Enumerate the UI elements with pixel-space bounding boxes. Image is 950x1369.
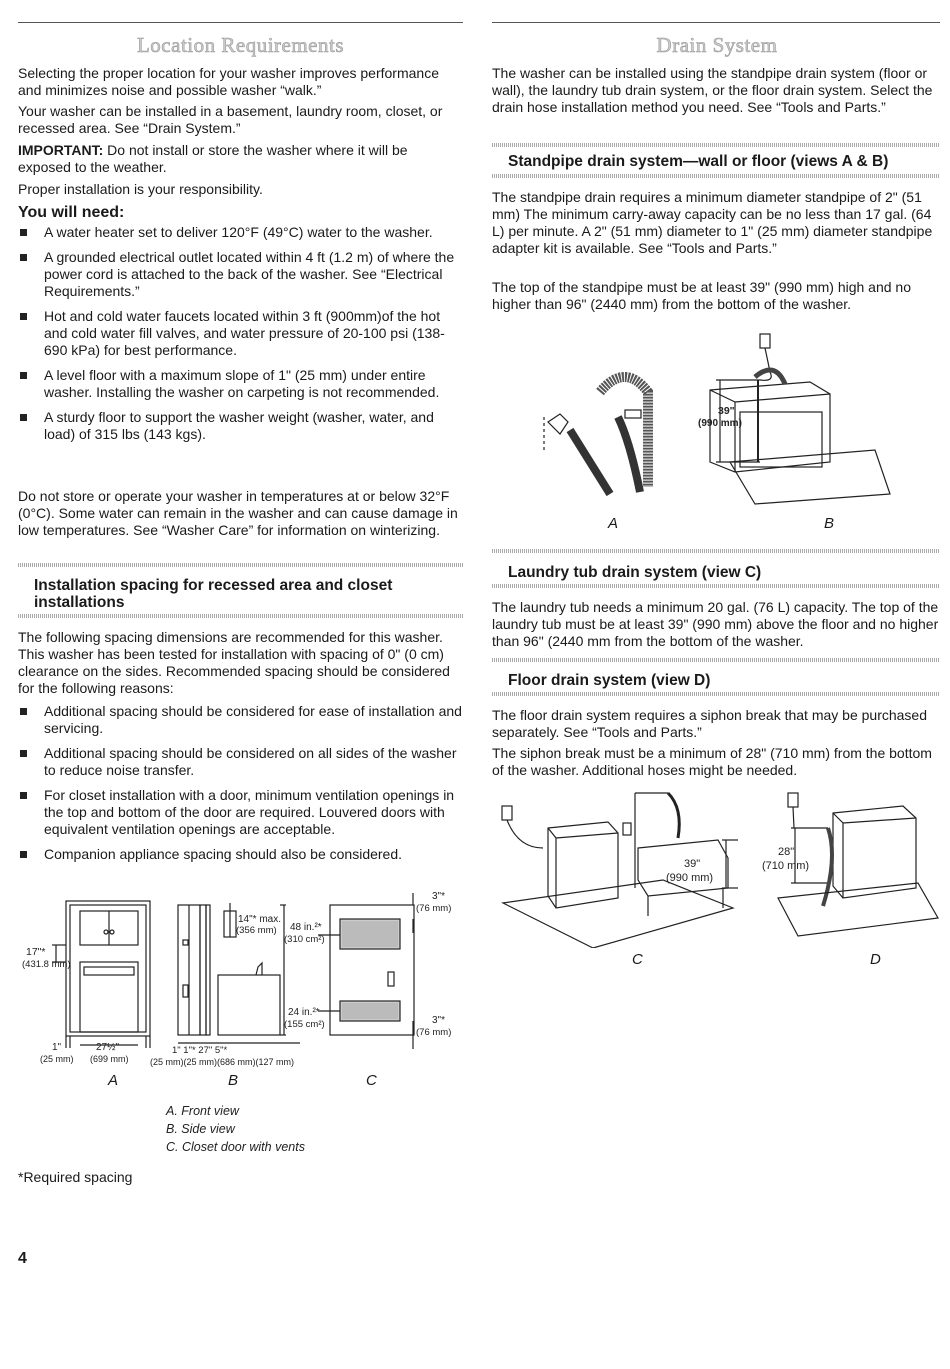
dim-b-24cm: (155 cm²)	[284, 1019, 325, 1030]
important-text: Do not install or store the washer where it will be exposed to the weather.	[18, 142, 408, 175]
list-item: Companion appliance spacing should also be considered.	[18, 846, 463, 863]
dim-c-3top: 3"*	[432, 891, 446, 902]
fig-label-b: B	[228, 1072, 239, 1089]
location-intro-1: Selecting the proper location for your washer improves performance and minimizes noise and possible washer “walk.”	[18, 65, 439, 98]
footnote-required-spacing: *Required spacing	[18, 1169, 133, 1185]
standpipe-diagram	[530, 322, 900, 512]
left-column	[18, 0, 463, 1369]
right-column	[492, 0, 942, 1369]
standpipe-heading: Standpipe drain system—wall or floor (views A & B)	[508, 153, 889, 170]
important-label: IMPORTANT:	[18, 142, 104, 158]
dim-a-1: 1"	[52, 1042, 62, 1053]
list-item: Hot and cold water faucets located within 3 ft (900mm)of the hot and cold water fill valves, and water pressure of 20-100 psi (138-690 kPa) for best performance.	[18, 308, 463, 359]
outlet	[760, 334, 770, 348]
divider	[492, 658, 940, 662]
responsibility-note: Proper installation is your responsibility.	[18, 181, 263, 197]
caption-side-view: B. Side view	[166, 1122, 235, 1136]
fig-label-floor-d: D	[870, 951, 881, 968]
dim-b-48cm: (310 cm²)	[284, 934, 325, 945]
dim-a-1mm: (25 mm)	[40, 1054, 74, 1064]
dim-c-3topmm: (76 mm)	[416, 903, 452, 914]
cabinet-outline	[66, 901, 150, 1036]
outlet-c	[502, 806, 512, 820]
location-requirements-title: Location Requirements	[136, 33, 345, 57]
spacing-intro: The following spacing dimensions are recommended for this washer. This washer has been tested for installation with spacing of 0" (0 cm) clearance on the sides. Recommended spacing should be considered for the following reasons:	[18, 629, 450, 696]
important-note	[18, 142, 463, 176]
fig-label-tub-c: C	[632, 951, 643, 968]
dim-b-14: 14"* max.	[238, 914, 282, 925]
list-item: For closet installation with a door, minimum ventilation openings in the top and bottom of the door are required. Louvered doors with equivalent ventilation openings are acceptable.	[18, 787, 463, 838]
dim-c-990mm: (990 mm)	[666, 872, 714, 884]
spacing-diagram	[18, 885, 463, 1075]
figure-captions	[166, 1102, 305, 1156]
dim-39: 39"	[718, 405, 735, 417]
floor-drain-para-1: The floor drain system requires a siphon break that may be purchased separately. See “Tools and Parts.”	[492, 707, 928, 740]
divider	[492, 549, 940, 553]
divider	[18, 563, 463, 567]
dim-a-27mm: (699 mm)	[90, 1054, 129, 1064]
outlet-d	[788, 793, 798, 807]
page-number: 4	[18, 1250, 27, 1267]
list-item: A sturdy floor to support the washer weight (washer, water, and load) of 315 lbs (143 kgs).	[18, 409, 463, 443]
list-item: Additional spacing should be considered on all sides of the washer to reduce noise transfer.	[18, 745, 463, 779]
fig-label-standpipe-a: A	[608, 515, 619, 532]
divider	[492, 174, 940, 178]
dim-c-3botmm: (76 mm)	[416, 1027, 452, 1038]
laundry-tub-heading: Laundry tub drain system (view C)	[508, 564, 762, 581]
drain-system-title: Drain System	[656, 33, 778, 57]
dim-a-27: 27½"	[96, 1042, 120, 1053]
dim-a-17: 17"*	[26, 946, 46, 958]
dim-b-48: 48 in.²*	[290, 922, 322, 933]
divider	[492, 584, 940, 588]
divider	[492, 143, 940, 147]
drain-hose-d	[823, 828, 832, 906]
washer-side	[218, 975, 280, 1035]
list-item: A grounded electrical outlet located within 4 ft (1.2 m) of where the power cord is attached to the back of the washer. See “Electrical Requirements.”	[18, 249, 463, 300]
divider	[18, 614, 463, 618]
floor-b	[730, 450, 890, 504]
floor-drain-para-2: The siphon break must be a minimum of 28" (710 mm) from the bottom of the washer. Additional hoses might be needed.	[492, 745, 932, 778]
drain-intro: The washer can be installed using the standpipe drain system (floor or wall), the laundry tub drain system, or the floor drain system. Select the drain hose installation method you need. See “Tools and Parts.”	[492, 65, 933, 115]
fig-label-a: A	[108, 1072, 119, 1089]
dim-b-bottom: 1" 1"* 27" 5"*	[172, 1045, 228, 1056]
location-intro-2: Your washer can be installed in a basement, laundry room, closet, or recessed area. See “Drain System.”	[18, 103, 443, 136]
spacing-heading: Installation spacing for recessed area and closet installations	[34, 577, 393, 611]
dim-c-39: 39"	[684, 858, 701, 870]
dim-b-14mm: (356 mm)	[236, 925, 277, 936]
tub-floor-drain-diagram	[498, 788, 940, 948]
dim-c-3bot: 3"*	[432, 1015, 446, 1026]
divider	[492, 692, 940, 696]
washer-front	[80, 962, 138, 1032]
list-item: Additional spacing should be considered for ease of installation and servicing.	[18, 703, 463, 737]
fig-label-standpipe-b: B	[824, 515, 835, 532]
drain-hose-b	[755, 370, 785, 384]
you-will-need-heading: You will need:	[18, 204, 125, 221]
standpipe-para-2: The top of the standpipe must be at least 39" (990 mm) high and no higher than 96" (2440 mm) from the bottom of the washer.	[492, 279, 912, 312]
storage-note: Do not store or operate your washer in temperatures at or below 32°F (0°C). Some water can remain in the washer and can cause damage in low temperatures. See “Washer Care” for information on winterizing.	[18, 488, 458, 538]
fig-label-c: C	[366, 1072, 377, 1089]
dim-b-24: 24 in.²*	[288, 1007, 320, 1018]
dim-d-28: 28"	[778, 846, 795, 858]
laundry-tub-para: The laundry tub needs a minimum 20 gal. (76 L) capacity. The top of the laundry tub must be at least 39" (990 mm) above the floor and no higher than 96" (2440 mm from the bottom of the washer.	[492, 599, 939, 649]
faucet-left	[548, 414, 568, 434]
dim-a-17mm: (431.8 mm)	[22, 959, 71, 970]
dim-990mm: (990 mm)	[698, 418, 742, 429]
floor-d	[778, 883, 938, 936]
dim-d-710mm: (710 mm)	[762, 860, 810, 872]
list-item: A level floor with a maximum slope of 1" (25 mm) under entire washer. Installing the washer on carpeting is not recommended.	[18, 367, 463, 401]
caption-closet-door: C. Closet door with vents	[166, 1140, 305, 1154]
caption-front-view: A. Front view	[166, 1104, 239, 1118]
standpipe-para-1: The standpipe drain requires a minimum diameter standpipe of 2" (51 mm) The minimum carry-away capacity can be no less than 17 gal. (64 L) per minute. A 2" (51 mm) diameter to 1" (25 mm) diameter standpipe adapter kit is available. See “Tools and Parts.”	[492, 189, 933, 256]
list-item: A water heater set to deliver 120°F (49°C) water to the washer.	[18, 224, 463, 241]
floor-drain-heading: Floor drain system (view D)	[508, 672, 711, 689]
spacing-reasons-list	[18, 703, 463, 871]
dim-b-bottom-mm: (25 mm)(25 mm)(686 mm)(127 mm)	[150, 1057, 295, 1067]
needs-list	[18, 224, 463, 451]
